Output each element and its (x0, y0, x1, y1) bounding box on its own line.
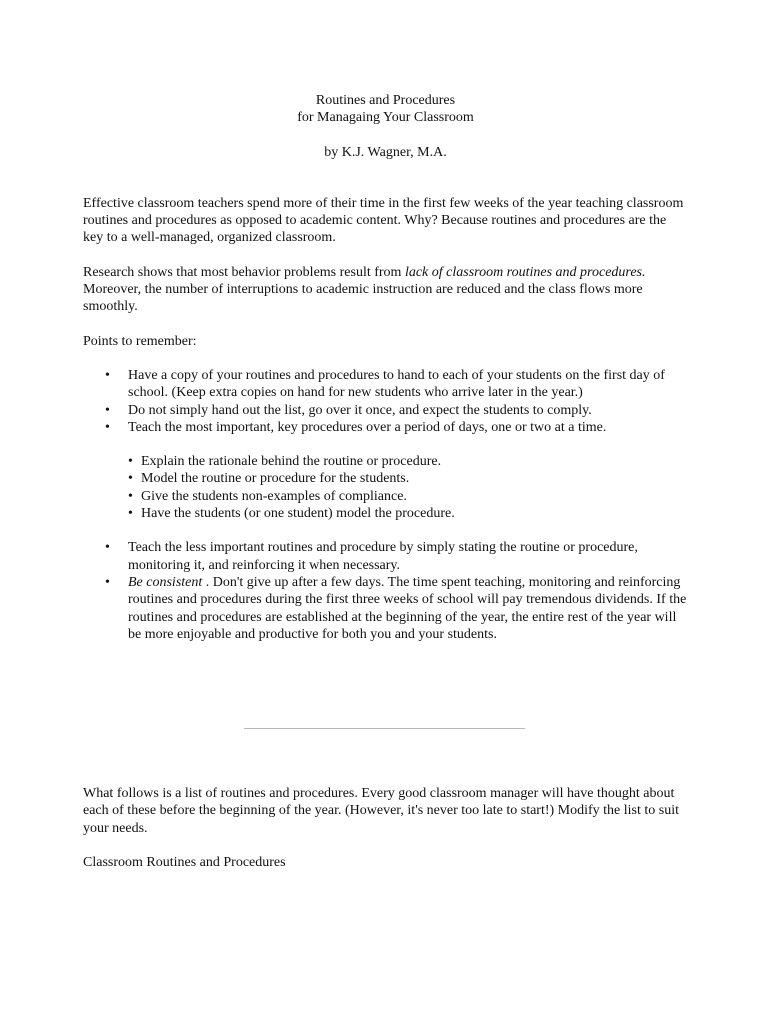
points-list (83, 367, 688, 436)
list-item-text: Explain the rationale behind the routine or procedure. (141, 454, 442, 470)
list-item (83, 539, 688, 574)
bullet-icon: • (105, 540, 110, 556)
bullet-icon: • (105, 574, 110, 590)
list-item-text: Teach the less important routines and procedure by simply stating the routine or procedure, monitoring it, and reinforcing it when necessary. (128, 540, 638, 573)
follows-paragraph: What follows is a list of routines and procedures. Every good classroom manager will have thought about each of these before the beginning of the year. (However, it's never too late to start!) Modify the list to suit your needs. (83, 786, 680, 836)
bullet-icon: • (128, 454, 133, 470)
consistency-emphasis: Be consistent (128, 574, 203, 590)
list-item-text: Do not simply hand out the list, go over it once, and expect the students to comply. (128, 402, 592, 418)
list-item (83, 402, 688, 419)
list-item-text: . Don't give up after a few days. The time spent teaching, monitoring and reinforcing routines and procedures during the first three weeks of school will pay tremendous dividends. If the routines and procedures are established at the beginning of the year, the entire rest of the year will be more enjoyable and productive for both you and your students. (128, 574, 687, 642)
list-item (83, 574, 688, 643)
bullet-icon: • (128, 506, 133, 522)
list-item-text: Have a copy of your routines and procedures to hand to each of your students on the first day of school. (Keep extra copies on hand for new students who arrive later in the year.) (128, 367, 665, 401)
list-item (83, 488, 688, 505)
bullet-icon: • (105, 402, 110, 418)
document-title (83, 92, 688, 127)
title-line-2: for Managaing Your Classroom (297, 110, 474, 126)
points-label: Points to remember: (83, 333, 197, 349)
research-paragraph (83, 264, 688, 316)
author-byline: by K.J. Wagner, M.A. (324, 144, 447, 160)
research-emphasis: lack of classroom routines and procedures. (404, 264, 646, 280)
list-item (83, 505, 688, 522)
list-item-text: Have the students (or one student) model the procedure. (141, 506, 455, 522)
list-heading: Classroom Routines and Procedures (83, 854, 286, 870)
list-item-text: Model the routine or procedure for the students. (141, 471, 410, 487)
research-text-end: Moreover, the number of interruptions to academic instruction are reduced and the class flows more smoothly. (83, 282, 643, 315)
research-text-start: Research shows that most behavior problems result from (83, 264, 405, 280)
bullet-icon: • (105, 367, 110, 383)
list-item (83, 453, 688, 470)
title-line-1: Routines and Procedures (315, 93, 456, 108)
bullet-icon: • (128, 471, 133, 487)
bullet-icon: • (105, 419, 110, 435)
bullet-icon: • (128, 488, 133, 504)
closing-section (83, 785, 688, 871)
list-item-text: Teach the most important, key procedures over a period of days, one or two at a time. (128, 419, 607, 435)
list-item (83, 419, 688, 436)
intro-paragraph: Effective classroom teachers spend more of their time in the first few weeks of the year teaching classroom routines and procedures as opposed to academic content. Why? Because routines and procedures are the key to a well-managed, organized classroom. (83, 195, 684, 246)
list-item (83, 367, 688, 402)
list-item (83, 470, 688, 487)
points-list-continued (83, 539, 688, 643)
sub-points-list (83, 453, 688, 522)
section-divider (244, 728, 525, 729)
list-item-text: Give the students non-examples of compliance. (141, 488, 407, 504)
document-body (83, 92, 688, 643)
